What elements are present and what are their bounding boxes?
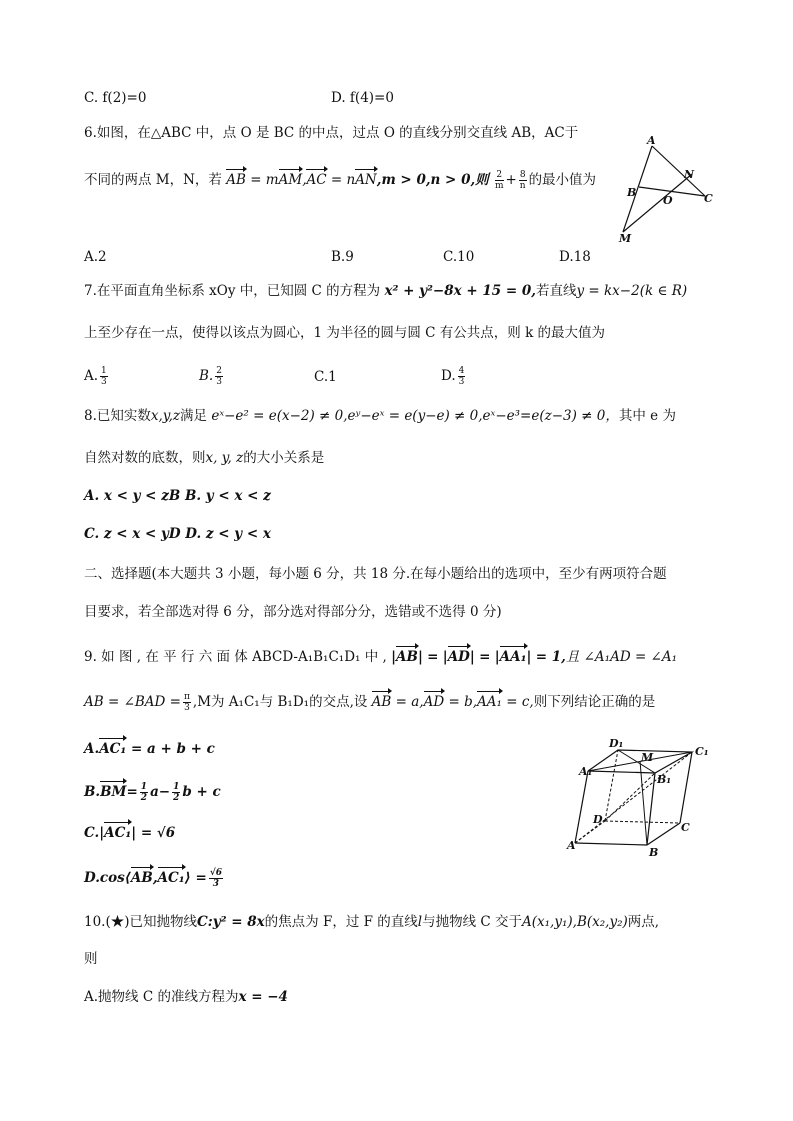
vector-am: AM [278,172,303,188]
q9-m-def: ,M为 A₁C₁与 B₁D₁的交点,设 [192,694,368,710]
option-tail: b + c [182,784,221,800]
q9-set-b: = b, [448,694,478,710]
option-label: A. [84,368,99,384]
q7-mid: 若直线 [535,283,577,299]
frac-den: 3 [212,879,220,889]
label-b: B [627,186,637,199]
q6-option-b: B.9 [331,249,354,265]
q9-angle-condition: 且 ∠A₁AD = ∠A₁ [565,649,678,665]
abs-ab: |AB| [391,649,423,665]
q5-option-c: C. f(2)=0 [84,90,147,106]
frac-den: n [519,181,526,191]
edge-aa1 [575,771,588,843]
option-close: ⟩ = [184,870,207,886]
vector-ac1: AC₁ [104,825,132,841]
fraction-2-over-m [495,170,504,191]
segment-bm [640,761,647,845]
frac-den: 2 [173,793,180,803]
frac-den: 3 [216,377,222,387]
q6-condition: ,m > 0,n > 0,则 [376,172,489,188]
frac-num: 1 [173,782,180,792]
q8-options-cd: C. z < x < yD D. z < y < x [84,526,271,542]
q6-option-d: D.18 [559,249,591,265]
q8-stem-line2 [84,449,324,467]
option-sep: , [152,870,158,886]
abs-ad: |AD| [442,649,475,665]
q8-options-ab: A. x < y < zB B. y < x < z [84,488,271,504]
q6-stem-line2 [84,170,596,191]
q9-option-b [84,782,221,803]
q7-prefix: 7.在平面直角坐标系 xOy 中，已知圆 C 的方程为 [84,283,381,299]
option-eq: = [126,784,138,800]
q9-prefix: 9. 如 图 , 在 平 行 六 面 体 ABCD-A₁B₁C₁D₁ 中 , [84,649,387,665]
q10-line-l: l [417,914,423,930]
fraction-half [140,782,148,803]
q9-set-c: = c, [506,694,534,710]
frac-num: √6 [209,868,223,878]
q6-option-c: C.10 [443,249,475,265]
q10-b: 的焦点为 F，过 F 的直线 [264,914,418,930]
q7-line-equation: y = kx−2(k ∈ R) [576,283,688,299]
frac-num: 1 [140,782,148,792]
q8-line2-a: 自然对数的底数，则 [84,450,206,466]
q6-option-a: A.2 [84,249,107,265]
q7-option-b [199,366,225,387]
vector-aa1: AA₁ [499,649,527,665]
q10-option-a-text: A.抛物线 C 的准线方程为 [84,989,239,1005]
fraction-1-3 [100,366,108,387]
label-b: B [649,846,659,859]
label-o: O [663,194,673,207]
q6-eq2: = n [330,172,356,188]
label-c: C [681,821,690,834]
q10-option-a [84,988,288,1006]
fraction-half-2 [172,782,180,803]
q8-sat: 满足 [180,408,208,424]
option-mid: a− [150,784,171,800]
q9-option-a [84,740,215,758]
parallelepiped-figure [565,735,715,860]
q8-stem-line1 [84,407,676,425]
abs-eq: = [427,649,439,665]
abs-eq2: = [479,649,491,665]
frac-num: 1 [101,366,107,376]
vector-ab: AB [226,172,246,188]
label-m: M [619,232,632,245]
frac-den: 3 [184,703,190,713]
q7-option-a [84,366,110,387]
edge-cc1 [680,752,692,823]
option-label: D. [441,368,456,384]
q7-option-c: C.1 [314,369,337,385]
option-rhs: = √6 [140,825,176,841]
option-label: C. [84,825,100,841]
vector-ab: AB [396,649,418,665]
fraction-pi-3 [183,692,191,713]
q8-prefix: 8.已知实数 [84,408,151,424]
fraction-8-over-n [519,170,527,191]
q9-set-a: = a, [395,694,424,710]
q9-option-d [84,868,225,889]
option-rhs: = a + b + c [131,741,215,757]
abs-aa1: |AA₁| [494,649,532,665]
q8-line2-b: x, y, z [205,450,244,466]
option-label: D.cos⟨ [84,870,131,886]
label-a: A [647,134,656,147]
q10-stem-line1 [84,913,659,931]
q8-equations: eˣ−e² = e(x−2) ≠ 0,eʸ−eˣ = e(y−e) ≠ 0,eˣ−e³=e(z−3) ≠ 0， [211,408,619,424]
label-m: M [641,751,654,764]
section-2-heading-line1: 二、选择题(本大题共 3 小题，每小题 6 分，共 18 分.在每小题给出的选项中，至少有两项符合题 [84,566,667,582]
vector-ac: AC [306,172,327,188]
frac-num: π [183,692,190,702]
label-c: C [704,192,713,205]
label-b1: B₁ [657,773,672,786]
q6-eq1: = m [250,172,279,188]
option-label: B. [199,368,214,384]
vector-an: AN [355,172,377,188]
plus-sign: + [505,172,517,188]
vector-ab: AB [130,870,153,886]
option-label: B. [84,784,101,800]
q10-stem-line2: 则 [84,951,98,967]
fraction-4-3 [458,366,466,387]
vector-ab: AB [371,694,392,710]
q10-option-a-eq: x = −4 [238,989,288,1005]
q9-eq-one: = 1, [535,649,566,665]
frac-den: 2 [140,793,148,803]
q7-stem-line1 [84,282,687,300]
frac-den: 3 [101,377,107,387]
edge-ab [575,843,647,845]
label-c1: C₁ [695,745,709,758]
diag-ac1-hidden [575,752,692,843]
q10-a: 10.(★)已知抛物线 [84,914,198,930]
q7-circle-equation: x² + y²−8x + 15 = 0, [384,283,536,299]
option-label: A. [84,741,100,757]
q9-angle-eq: AB = ∠BAD = [84,694,181,710]
frac-den: m [494,181,504,191]
q9-stem-line1 [84,648,677,666]
q8-tail: 其中 e 为 [618,408,676,424]
label-a: A [567,839,576,852]
label-a1: A₁ [579,765,593,778]
q6-suffix: 的最小值为 [528,172,597,188]
q9-ask: 则下列结论正确的是 [533,694,656,710]
q6-prefix: 不同的两点 M，N，若 [84,172,222,188]
frac-num: 4 [458,366,465,376]
vector-ac1: AC₁ [157,870,185,886]
q6-comma: , [302,172,307,188]
q10-c: 与抛物线 C 交于 [422,914,523,930]
vector-ad: AD [447,649,470,665]
q9-option-c: C.|AC₁| = √6 [84,825,176,841]
vector-ad: AD [423,694,445,710]
q8-line2-c: 的大小关系是 [243,450,325,466]
vector-aa1: AA₁ [477,694,502,710]
label-n: N [684,168,695,181]
fraction-2-3 [215,366,223,387]
frac-num: 2 [216,366,222,376]
q9-stem-line2 [84,692,655,713]
q7-stem-line2: 上至少存在一点，使得以该点为圆心，1 为半径的圆与圆 C 有公共点，则 k 的最大值为 [84,325,606,341]
edge-bc [647,823,680,845]
triangle-figure [610,128,730,248]
vector-bm: BM [100,784,127,800]
frac-den: 3 [458,377,465,387]
q6-stem-line1: 6.如图，在△ABC 中，点 O 是 BC 的中点，过点 O 的直线分别交直线 AB，AC于 [84,125,579,141]
vector-ac1: AC₁ [99,741,127,757]
edge-dc-hidden [605,821,680,823]
label-d1: D₁ [609,737,624,750]
label-d: D [593,813,603,826]
q10-curve: C:y² = 8x [197,914,265,930]
q5-option-d: D. f(4)=0 [331,90,394,106]
q10-points: A(x₁,y₁),B(x₂,y₂) [522,914,628,930]
line-ac [652,146,705,196]
frac-num: 8 [519,170,526,180]
q7-option-d [441,366,467,387]
frac-num: 2 [496,170,503,180]
fraction-sqrt6-3 [209,868,223,889]
q10-d: 两点, [627,914,660,930]
q8-vars: x,y,z [150,408,181,424]
section-2-heading-line2: 目要求，若全部选对得 6 分，部分选对得部分分，选错或不选得 0 分) [84,604,502,620]
